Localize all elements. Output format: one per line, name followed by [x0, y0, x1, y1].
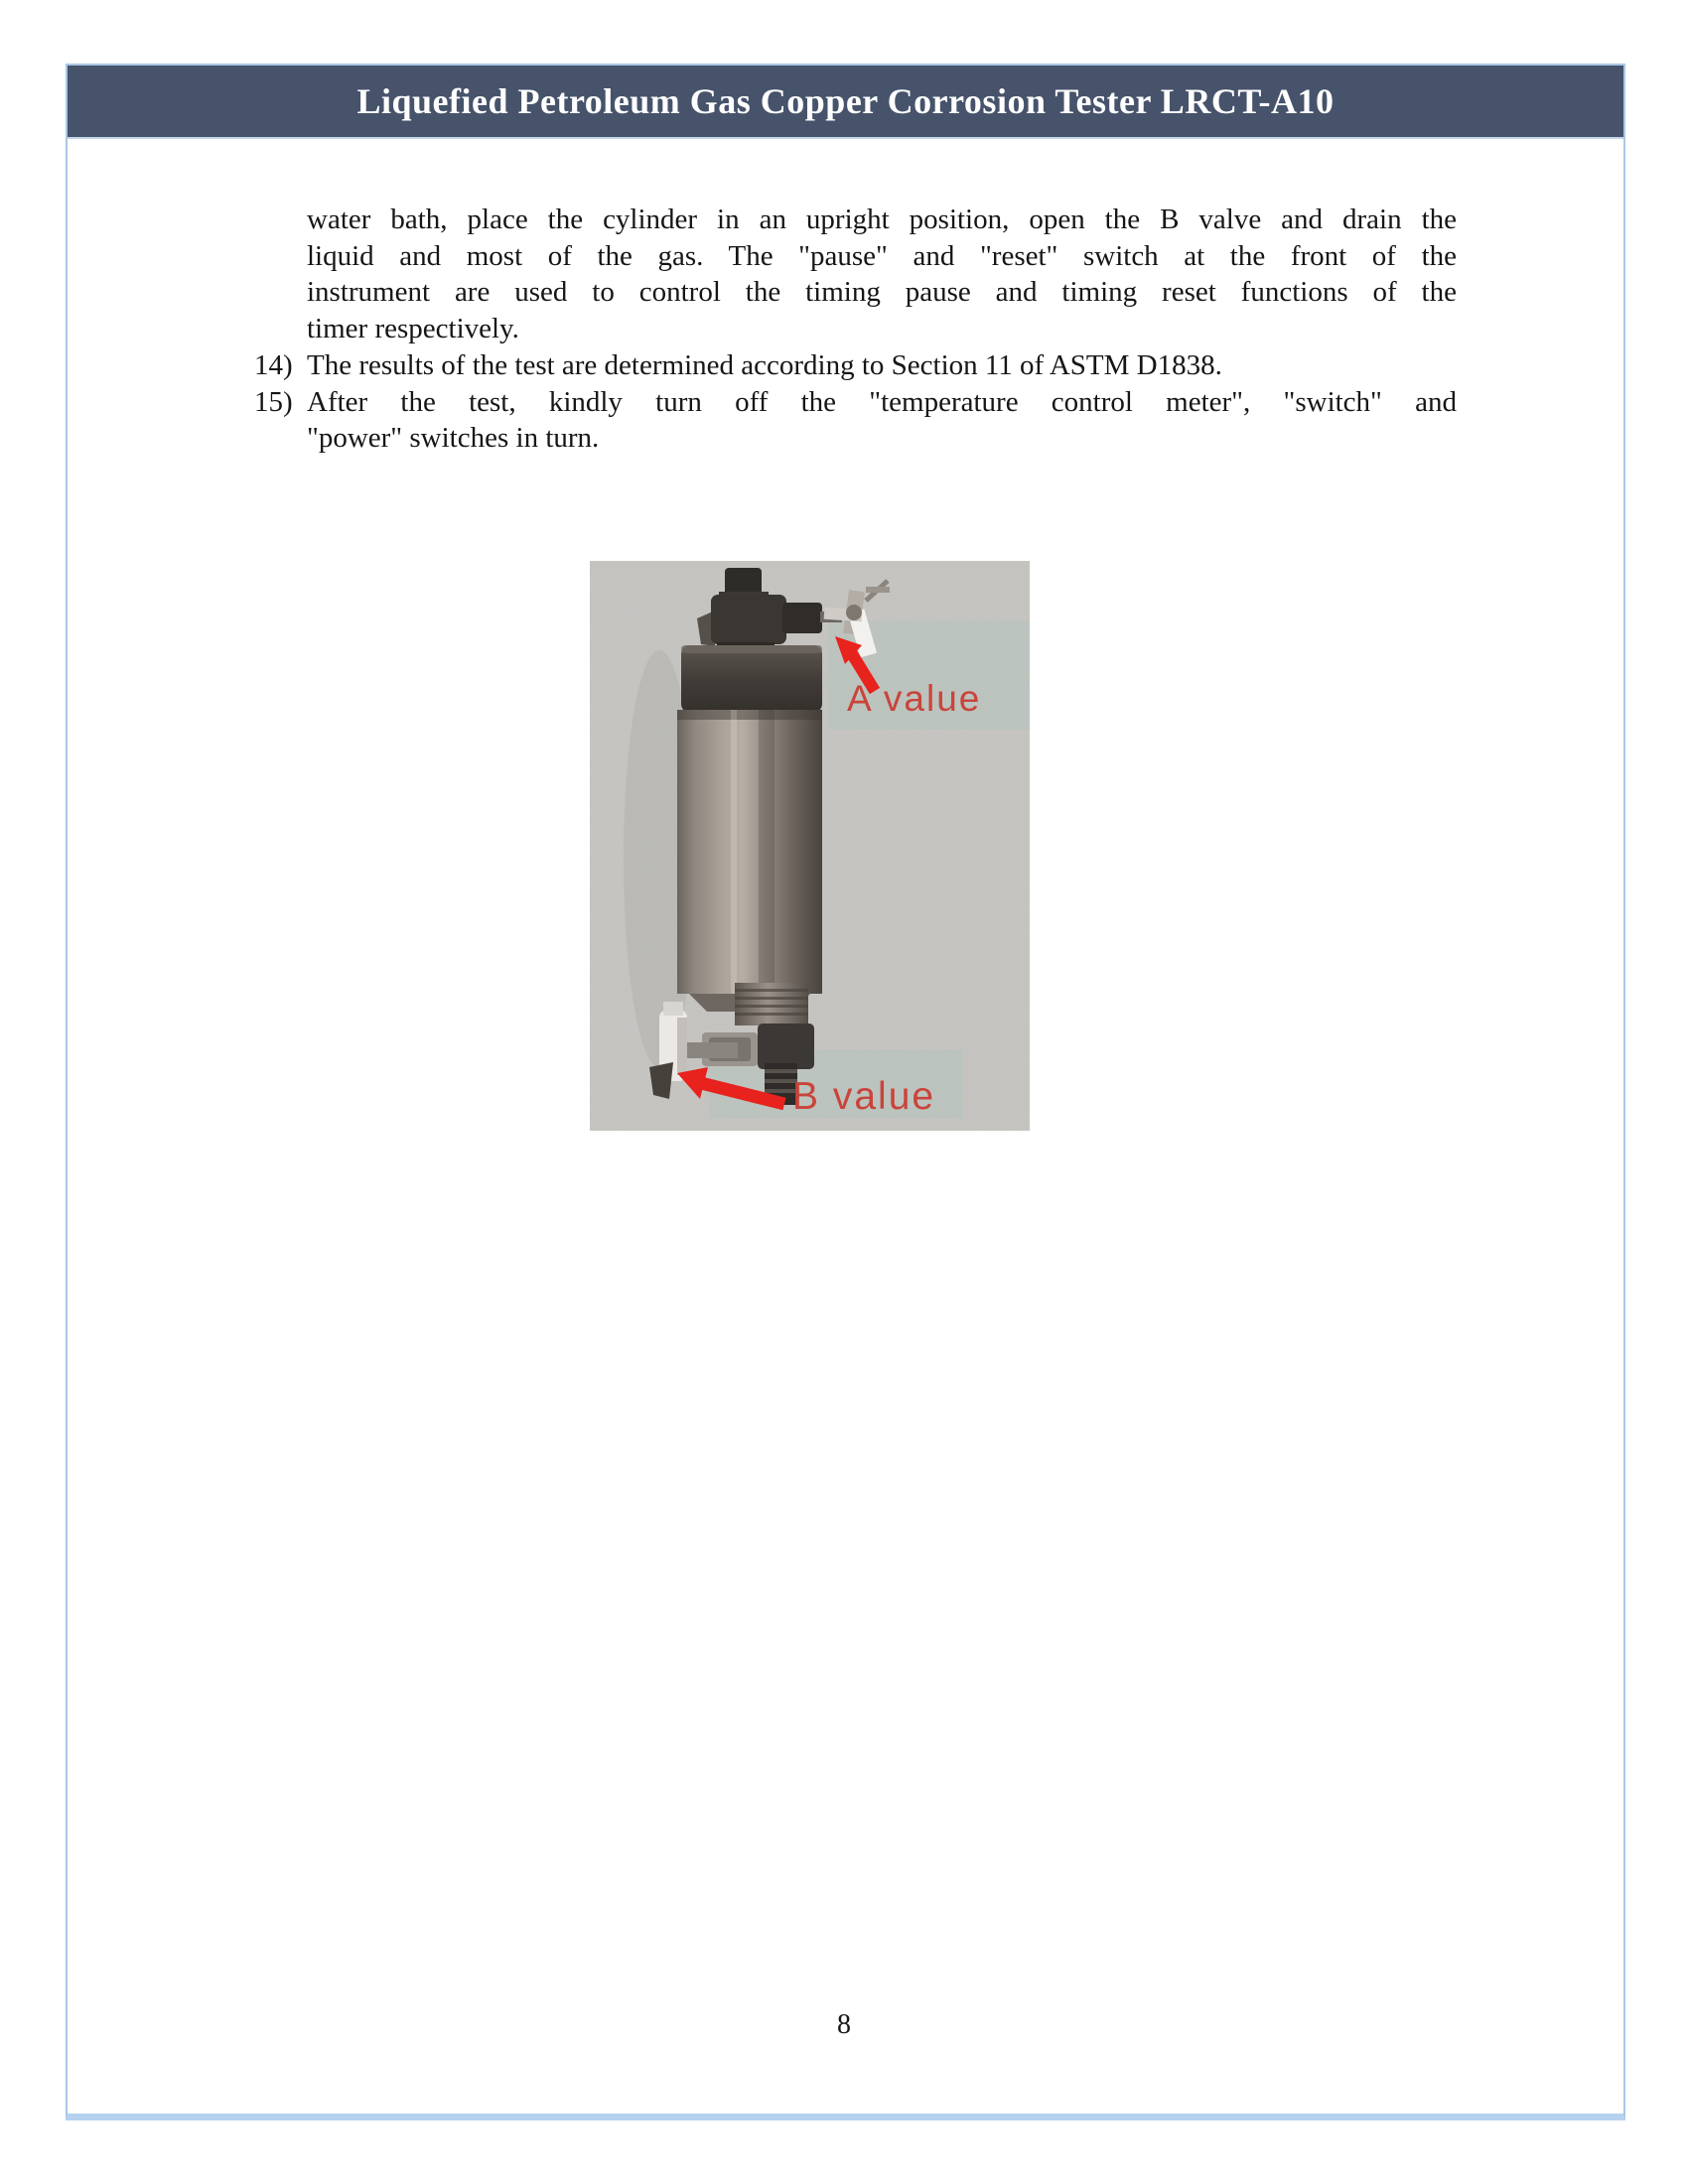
paragraph-line: instrument are used to control the timing pause and timing reset functions of the	[307, 276, 1457, 309]
list-item-line: "power" switches in turn.	[307, 422, 600, 455]
list-item-text	[307, 347, 1457, 384]
paragraph-line: timer respectively.	[307, 313, 519, 345]
body-text	[254, 202, 1457, 457]
cylinder-body	[677, 710, 822, 994]
valve-body-b	[758, 1024, 814, 1069]
list-item-text	[307, 384, 1457, 457]
label-b-value: B value	[792, 1075, 936, 1118]
paragraph-line: liquid and most of the gas. The "pause" and "reset" switch at the front of the	[307, 239, 1457, 272]
label-a-value: A value	[847, 678, 982, 719]
paragraph	[307, 202, 1457, 347]
list-item-number: 15)	[254, 385, 293, 418]
list-item-14	[254, 347, 1457, 384]
list-item-15	[254, 384, 1457, 457]
list-item-line: The results of the test are determined according to Section 11 of ASTM D1838.	[307, 348, 1222, 381]
list-item-number: 14)	[254, 348, 293, 381]
cylinder-cap	[681, 645, 822, 713]
cylinder-illustration	[590, 561, 1030, 1131]
page-number: 8	[837, 2009, 851, 2040]
paragraph-line: water bath, place the cylinder in an upright position, open the B valve and drain the	[307, 204, 1457, 235]
header-bar	[68, 66, 1623, 139]
list-item-line: After the test, kindly turn off the "temperature control meter", "switch" and	[307, 385, 1457, 418]
valve-body-a	[711, 595, 786, 644]
figure-photo	[590, 561, 1030, 1131]
page-title: Liquefied Petroleum Gas Copper Corrosion Tester LRCT-A10	[356, 81, 1335, 121]
